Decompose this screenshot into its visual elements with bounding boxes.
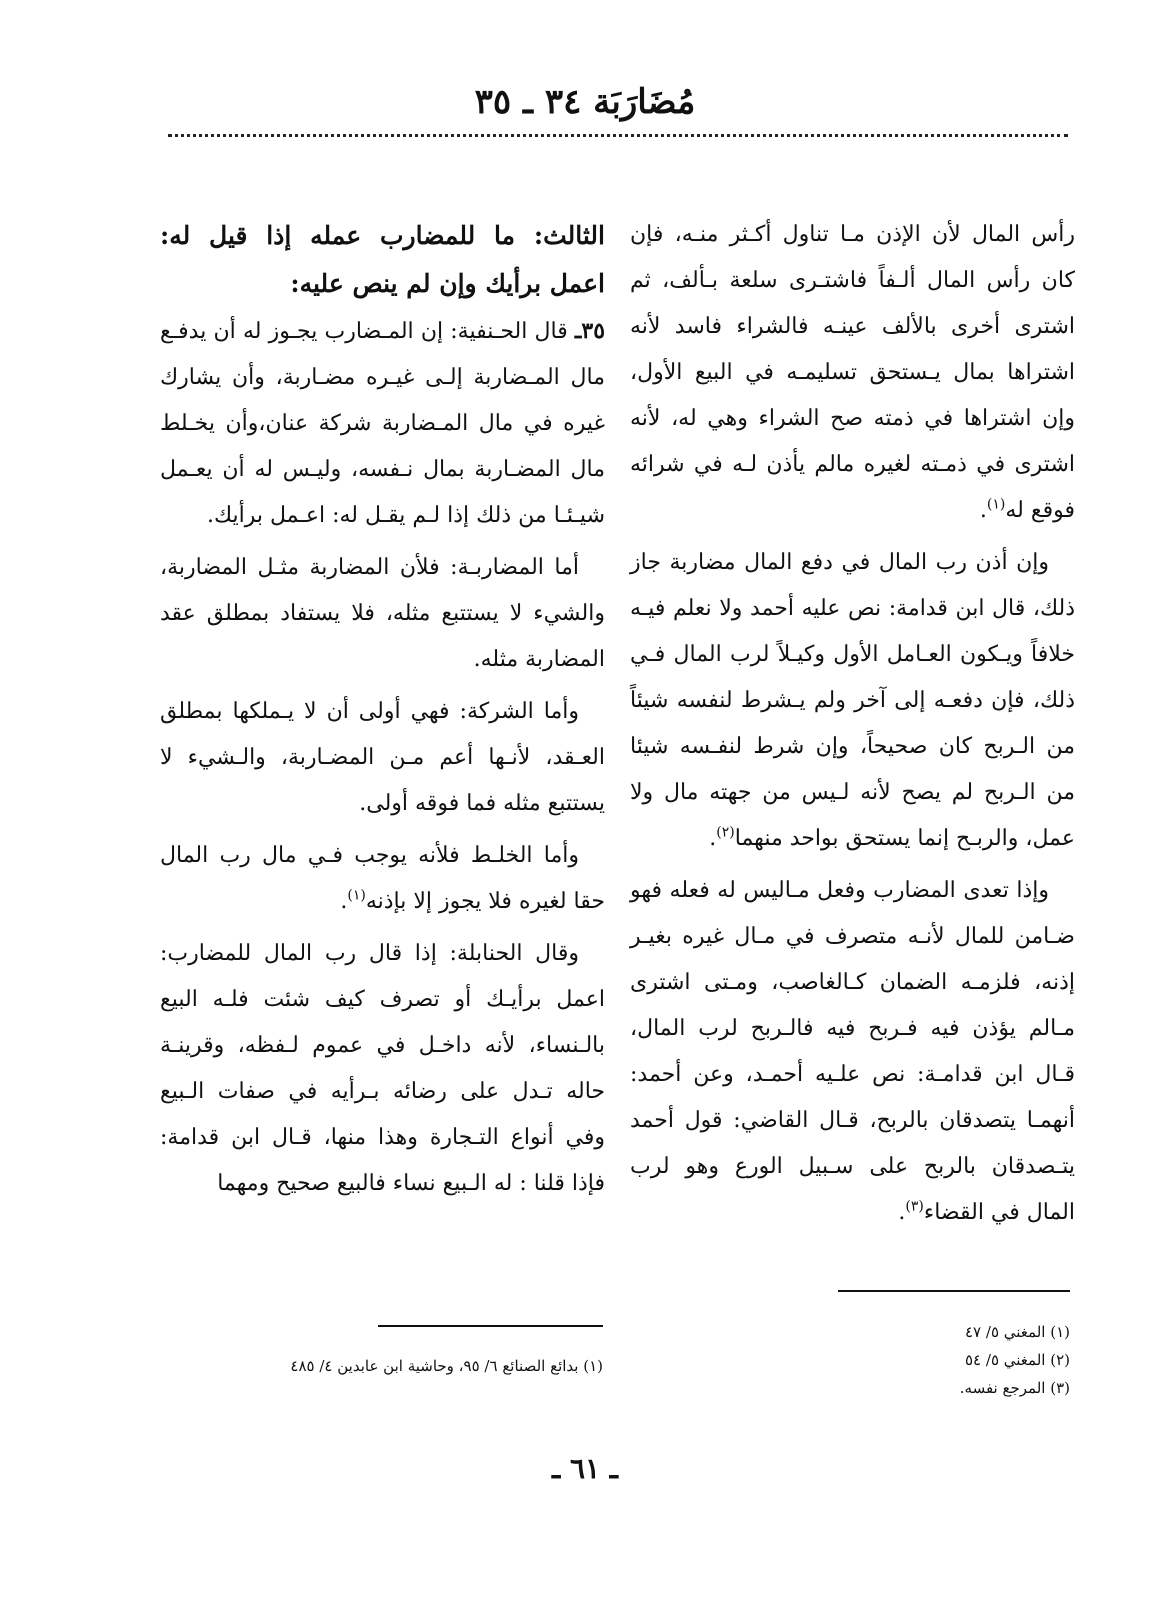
- page-title: مُضَارَبَة ٣٤ ـ ٣٥: [474, 82, 696, 122]
- footnotes-left: [290, 1352, 603, 1380]
- footnote: (١) المغني ٥/ ٤٧: [964, 1323, 1070, 1341]
- page-number: ـ ٦١ ـ: [552, 1452, 618, 1485]
- footnote-divider: [838, 1290, 1070, 1292]
- body-paragraph: وأما الشركة: فهي أولى أن لا يـملكها بمطلق العـقد، لأنـها أعم مـن المضـاربة، والـشيء لا يستتبع مثله فما فوقه أولى.: [160, 699, 605, 816]
- right-column: [630, 212, 1075, 1242]
- left-column: [160, 212, 605, 1213]
- section-heading: الثالث: ما للمضارب عمله إذا قيل له: اعمل برأيك وإن لم ينص عليه:: [160, 221, 605, 298]
- header-dotted-rule: [168, 134, 1068, 137]
- paragraph-number: ٣٥ـ: [574, 318, 606, 344]
- footnote-divider: [378, 1325, 603, 1327]
- body-paragraph: رأس المال لأن الإذن مـا تناول أكـثر منـه، فإن كان رأس المال ألـفاً فاشتـرى سلعة بـألف، ثم اشترى أخرى بالألف عينـه فالشراء فاسد لأنه اشتراها بمال يـستحق تسليمـه في البيع الأول، وإن اشتراها في ذمته صح الشراء وهي له، لأنه اشترى في ذمـته لغيره مالم يأذن لـه في شرائه فوقع له$^{(١)}$.: [630, 222, 1075, 523]
- footnote: (٣) المرجع نفسه.: [959, 1379, 1070, 1397]
- footnote-marker: (٢): [716, 824, 735, 841]
- footnote-marker: (١): [347, 887, 366, 904]
- body-paragraph: وإذا تعدى المضارب وفعل مـاليس له فعله فهو ضـامن للمال لأنـه متصرف في مـال غيره بغيـر إذنه، فلزمـه الضمان كـالغاصب، ومـتى اشترى مـالم يؤذن فيه فـربح فيه فالـربح لرب المال، قـال ابن قدامـة: نص علـيه أحمـد، وعن أحمد: أنهمـا يتصدقان بالربح، قـال القاضي: قول أحمد يتـصدقان بالربح على سـبيل الورع وهو لرب المال في القضاء$^{(٣)}$.: [630, 878, 1075, 1225]
- footnote: (١) بدائع الصنائع ٦/ ٩٥، وحاشية ابن عابدين ٤/ ٤٨٥: [290, 1357, 603, 1375]
- footnote-marker: (١): [986, 496, 1006, 513]
- footnote: (٢) المغني ٥/ ٥٤: [964, 1351, 1070, 1369]
- body-paragraph: أما المضاربـة: فلأن المضاربة مثـل المضاربة، والشيء لا يستتبع مثله، فلا يستفاد بمطلق عقد المضاربة مثله.: [160, 555, 605, 672]
- body-paragraph: وأما الخلـط فلأنه يوجب فـي مال رب المال حقا لغيره فلا يجوز إلا بإذنه$^{(١)}$.: [160, 843, 605, 914]
- footnotes-right: [960, 1318, 1070, 1402]
- footnote-marker: (٣): [905, 1198, 924, 1215]
- body-paragraph: وقال الحنابلة: إذا قال رب المال للمضارب: اعمل برأيـك أو تصرف كيف شئت فلـه البيع بالـنساء، لأنه داخـل في عموم لـفظه، وقرينـة حاله تـدل على رضائه بـرأيه في صفات الـبيع وفي أنواع التـجارة وهذا منها، قـال ابن قدامة: فإذا قلنا : له الـبيع نساء فالبيع صحيح ومهما: [160, 941, 605, 1196]
- body-paragraph: ٣٥ـ قال الحـنفية: إن المـضارب يجـوز له أن يدفـع مال المـضاربة إلـى غيـره مضـاربة، وأن يشارك غيره في مال المـضاربة شركة عنان،وأن يخـلط مال المضـاربة بمال نـفسه، وليـس له أن يعـمل شيـئـا من ذلك إذا لـم يقـل له: اعـمل برأيك.: [160, 318, 606, 528]
- body-paragraph: وإن أذن رب المال في دفع المال مضاربة جاز ذلك، قال ابن قدامة: نص عليه أحمد ولا نعلم فيـه خلافاً ويـكون العـامل الأول وكيـلاً لرب المال فـي ذلك، فإن دفعـه إلى آخر ولم يـشرط لنفسه شيئاً من الـربح كان صحيحاً، وإن شرط لنفـسه شيئا من الـربح لم يصح لأنه لـيس من جهته مال ولا عمل، والربـح إنما يستحق بواحد منهما$^{(٢)}$.: [630, 550, 1075, 851]
